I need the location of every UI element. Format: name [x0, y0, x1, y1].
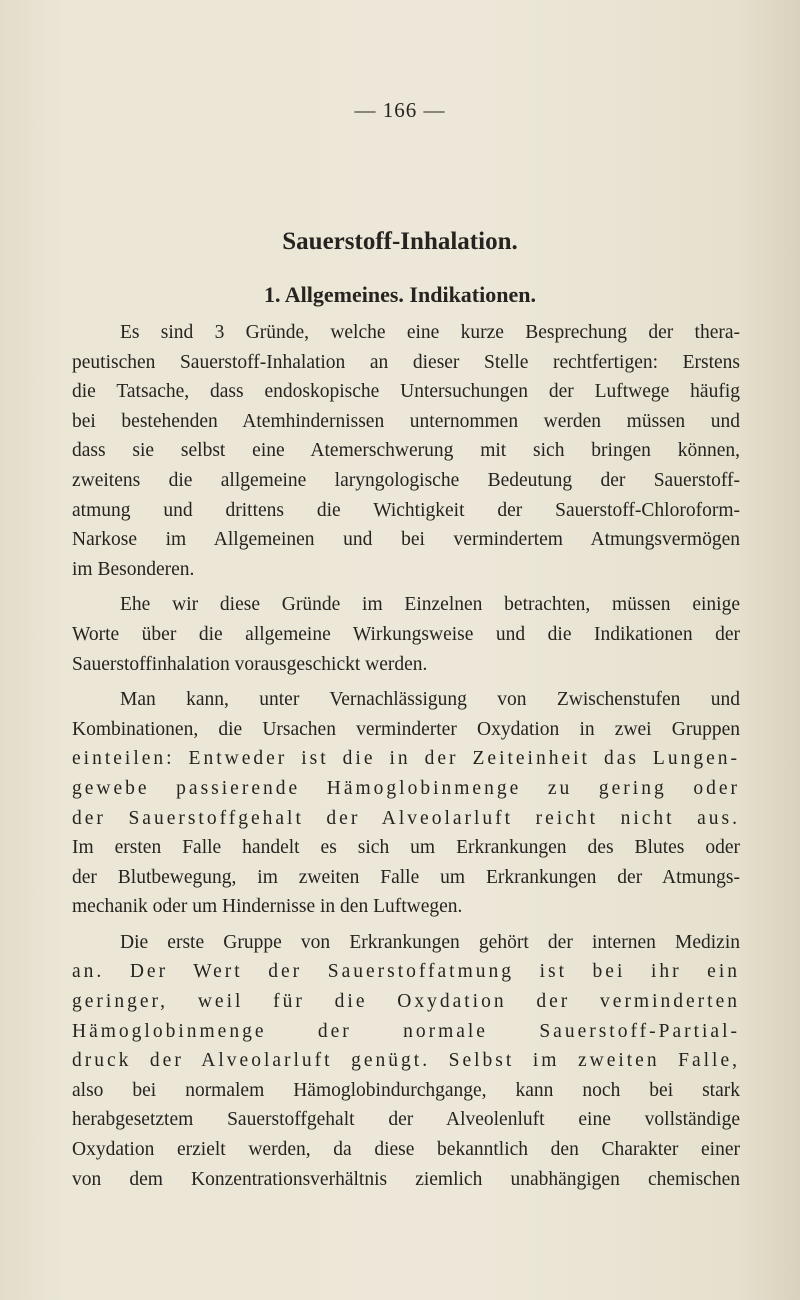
text-line: der Sauerstoffgehalt der Alveolarluft reicht nicht aus. — [72, 807, 740, 829]
text-line: der Blutbewegung, im zweiten Falle um Erkrankungen der Atmungs- — [72, 866, 740, 888]
text-line: von dem Konzentrationsverhältnis ziemlich unabhängigen chemischen — [72, 1168, 740, 1190]
text-line: Es sind 3 Gründe, welche eine kurze Besprechung der thera- — [120, 322, 740, 343]
text-line: Oxydation erzielt werden, da diese bekanntlich den Charakter einer — [72, 1139, 740, 1161]
text-line: geringer, weil für die Oxydation der verminderten — [72, 991, 740, 1013]
text-line: Im ersten Falle handelt es sich um Erkrankungen des Blutes oder — [72, 837, 740, 859]
text-line: Ehe wir diese Gründe im Einzelnen betrachten, müssen einige — [120, 594, 740, 616]
text-line: peutischen Sauerstoff-Inhalation an dieser Stelle rechtfertigen: Erstens — [72, 351, 740, 373]
text-line: atmung und drittens die Wichtigkeit der Sauerstoff-Chloroform- — [72, 499, 740, 521]
text-line: Hämoglobinmenge der normale Sauerstoff-Partial- — [72, 1020, 740, 1042]
text-line: Sauerstoffinhalation vorausgeschickt werden. — [72, 653, 428, 675]
text-line: im Besonderen. — [72, 558, 195, 580]
text-line: Worte über die allgemeine Wirkungsweise und die Indikationen der — [72, 623, 740, 645]
text-line: Narkose im Allgemeinen und bei vermindertem Atmungsvermögen — [72, 529, 740, 551]
section-heading: 1. Allgemeines. Indikationen. — [264, 282, 536, 307]
page-title: Sauerstoff-Inhalation. — [282, 228, 518, 255]
text-line: Kombinationen, die Ursachen verminderter Oxydation in zwei Gruppen — [72, 718, 740, 740]
text-line: dass sie selbst eine Atemerschwerung mit sich bringen können, — [72, 440, 740, 462]
page-number: — 166 — — [354, 98, 446, 122]
paragraph — [72, 928, 740, 1194]
text-line: also bei normalem Hämoglobindurchgange, kann noch bei stark — [72, 1079, 740, 1101]
body-text — [72, 318, 740, 1194]
text-line: mechanik oder um Hindernisse in den Luftwegen. — [72, 896, 463, 918]
text-line: Die erste Gruppe von Erkrankungen gehört der internen Medizin — [120, 931, 740, 953]
text-line: bei bestehenden Atemhindernissen unternommen werden müssen und — [72, 410, 740, 432]
text-line: an. Der Wert der Sauerstoffatmung ist bei ihr ein — [72, 961, 740, 983]
text-line: einteilen: Entweder ist die in der Zeiteinheit das Lungen- — [72, 748, 740, 770]
paragraph — [72, 685, 740, 922]
text-line: zweitens die allgemeine laryngologische Bedeutung der Sauerstoff- — [72, 469, 740, 491]
text-line: gewebe passierende Hämoglobinmenge zu gering oder — [72, 777, 740, 799]
paragraph — [72, 590, 740, 679]
text-line: herabgesetztem Sauerstoffgehalt der Alveolenluft eine vollständige — [72, 1109, 740, 1131]
text-line: die Tatsache, dass endoskopische Untersuchungen der Luftwege häufig — [72, 381, 740, 403]
text-line: druck der Alveolarluft genügt. Selbst im zweiten Falle, — [72, 1050, 740, 1072]
text-line: Man kann, unter Vernachlässigung von Zwischenstufen und — [120, 689, 740, 711]
paragraph — [72, 318, 740, 584]
